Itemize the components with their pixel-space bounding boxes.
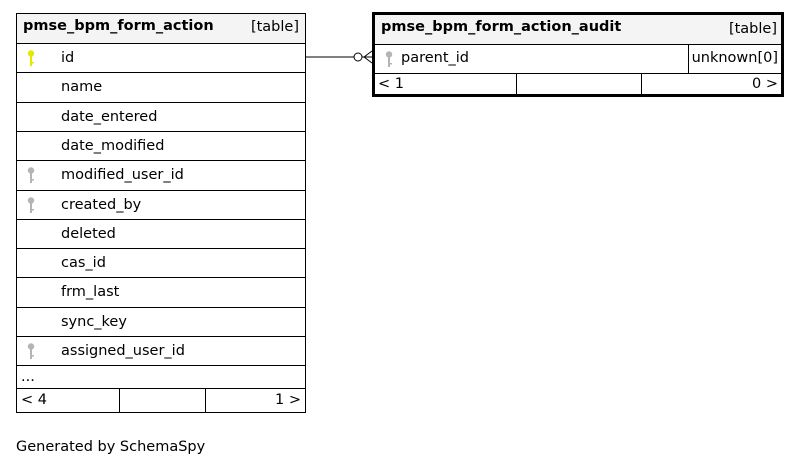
column-name: date_entered [61,109,158,125]
foreign-key-icon [26,166,36,186]
column-row[interactable] [17,308,305,337]
column-row[interactable] [17,73,305,102]
relations-footer [375,74,781,95]
column-row[interactable] [17,220,305,249]
column-name: name [61,79,103,95]
column-name: parent_id [401,50,470,66]
column-row[interactable] [17,161,305,190]
column-name: frm_last [61,284,120,300]
parents-count[interactable]: < 4 [21,392,47,408]
column-row[interactable] [17,278,305,307]
column-name: id [61,50,75,66]
column-row[interactable] [17,191,305,220]
generated-by-footer: Generated by SchemaSpy [16,439,206,455]
relations-footer [17,389,305,412]
column-type: unknown[0] [691,50,778,66]
column-name: modified_user_id [61,167,184,183]
table-type-label: [table] [250,19,299,35]
parents-count[interactable]: < 1 [378,76,404,92]
column-name: assigned_user_id [61,343,185,359]
table-name: pmse_bpm_form_action_audit [381,19,622,35]
table-pmse-bpm-form-action-audit[interactable] [372,12,784,97]
primary-key-icon [26,49,36,69]
column-row[interactable] [17,132,305,161]
column-row[interactable] [17,103,305,132]
foreign-key-icon [26,196,36,216]
column-name: date_modified [61,138,165,154]
foreign-key-icon [26,342,36,362]
more-columns: ... [21,369,35,385]
column-name: created_by [61,197,142,213]
table-header[interactable] [375,15,781,44]
column-row[interactable] [17,44,305,73]
children-count[interactable]: 0 > [752,76,778,92]
foreign-key-icon [384,50,394,70]
table-header[interactable] [17,14,305,43]
column-row[interactable] [17,337,305,366]
column-row[interactable] [17,249,305,278]
table-pmse-bpm-form-action[interactable] [16,13,306,413]
column-row-parent-id[interactable] [375,45,781,73]
children-count[interactable]: 1 > [275,392,301,408]
table-name: pmse_bpm_form_action [23,18,214,34]
column-name: sync_key [61,314,127,330]
table-type-label: [table] [728,21,777,37]
column-name: cas_id [61,255,106,271]
column-name: deleted [61,226,116,242]
